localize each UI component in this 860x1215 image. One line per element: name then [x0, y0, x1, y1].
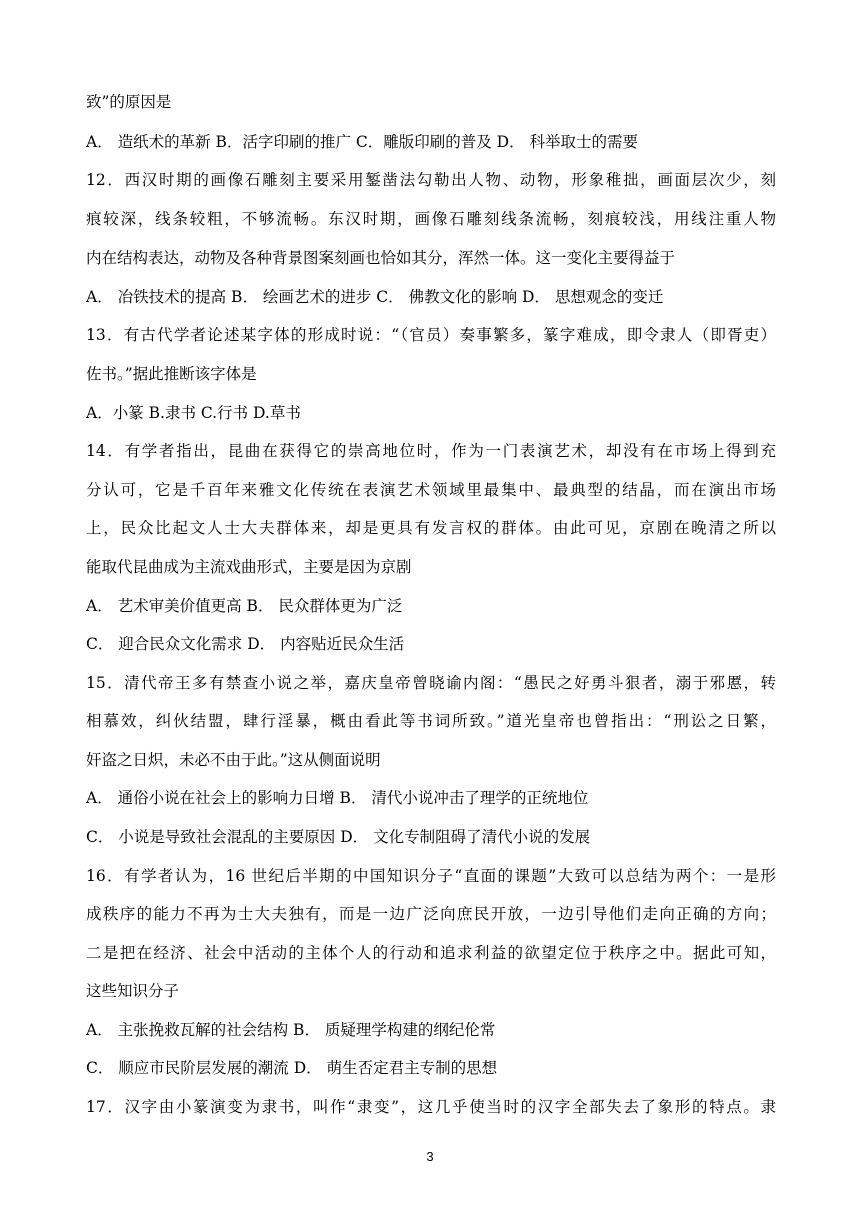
- question-15-line: 奸盗之日炽，未必不由于此。”这从侧面说明: [86, 751, 381, 769]
- question-12-line: 痕较深，线条较粗，不够流畅。东汉时期，画像石雕刻线条流畅，刻痕较浅，用线注重人物: [86, 210, 776, 228]
- question-16-line: 成秩序的能力不再为士大夫独有，而是一边广泛向庶民开放，一边引导他们走向正确的方向；: [86, 905, 776, 923]
- question-14-line: 上，民众比起文人士大夫群体来，却是更具有发言权的群体。由此可见，京剧在晚清之所以: [86, 519, 776, 537]
- option-line: A． 冶铁技术的提高 B． 绘画艺术的进步 C． 佛教文化的影响 D． 思想观念的变迁: [86, 288, 664, 306]
- option-line: A． 主张挽救瓦解的社会结构 B． 质疑理学构建的纲纪伦常: [86, 1021, 496, 1039]
- question-15-line: 相慕效，纠伙结盟，肆行淫暴，概由看此等书词所致。”道光皇帝也曾指出：“刑讼之日繁，: [86, 712, 776, 730]
- option-line: A． 通俗小说在社会上的影响力日增 B． 清代小说冲击了理学的正统地位: [86, 789, 589, 807]
- option-line: C． 迎合民众文化需求 D． 内容贴近民众生活: [86, 635, 405, 653]
- option-line: C． 顺应市民阶层发展的潮流 D． 萌生否定君主专制的思想: [86, 1059, 498, 1077]
- question-14-line: 能取代昆曲成为主流戏曲形式，主要是因为京剧: [86, 558, 412, 576]
- question-12-line: 12．西汉时期的画像石雕刻主要采用錾凿法勾勒出人物、动物，形象稚拙，画面层次少，刻: [86, 171, 776, 189]
- question-13-line: 佐书。”据此推断该字体是: [86, 365, 257, 383]
- question-16-line: 这些知识分子: [86, 982, 180, 1000]
- page-number: 3: [426, 1149, 434, 1164]
- question-14-line: 分认可，它是千百年来雅文化传统在表演艺术领域里最集中、最典型的结晶，而在演出市场: [86, 481, 776, 499]
- question-13-line: 13．有古代学者论述某字体的形成时说：“（官员）奏事繁多，篆字难成，即令隶人（即胥吏）: [86, 326, 776, 344]
- question-12-line: 内在结构表达，动物及各种背景图案刻画也恰如其分，浑然一体。这一变化主要得益于: [86, 249, 676, 267]
- question-17-line: 17．汉字由小篆演变为隶书，叫作“隶变”，这几乎使当时的汉字全部失去了象形的特点。隶: [86, 1098, 776, 1116]
- question-16-line: 16．有学者认为，16 世纪后半期的中国知识分子“直面的课题”大致可以总结为两个：一是形: [86, 867, 776, 885]
- option-line: A． 造纸术的革新 B．活字印刷的推广 C．雕版印刷的普及 D． 科举取士的需要: [86, 133, 639, 151]
- question-15-line: 15．清代帝王多有禁查小说之举，嘉庆皇帝曾晓谕内阁：“愚民之好勇斗狠者，溺于邪慝，转: [86, 674, 776, 692]
- option-line: A． 艺术审美价值更高 B． 民众群体更为广泛: [86, 597, 403, 615]
- text-line: 致”的原因是: [86, 93, 172, 111]
- question-16-line: 二是把在经济、社会中活动的主体个人的行动和追求利益的欲望定位于秩序之中。据此可知，: [86, 944, 776, 962]
- option-line: A．小篆 B.隶书 C.行书 D.草书: [86, 404, 301, 422]
- option-line: C． 小说是导致社会混乱的主要原因 D． 文化专制阻碍了清代小说的发展: [86, 828, 591, 846]
- question-14-line: 14．有学者指出，昆曲在获得它的崇高地位时，作为一门表演艺术，却没有在市场上得到充: [86, 442, 776, 460]
